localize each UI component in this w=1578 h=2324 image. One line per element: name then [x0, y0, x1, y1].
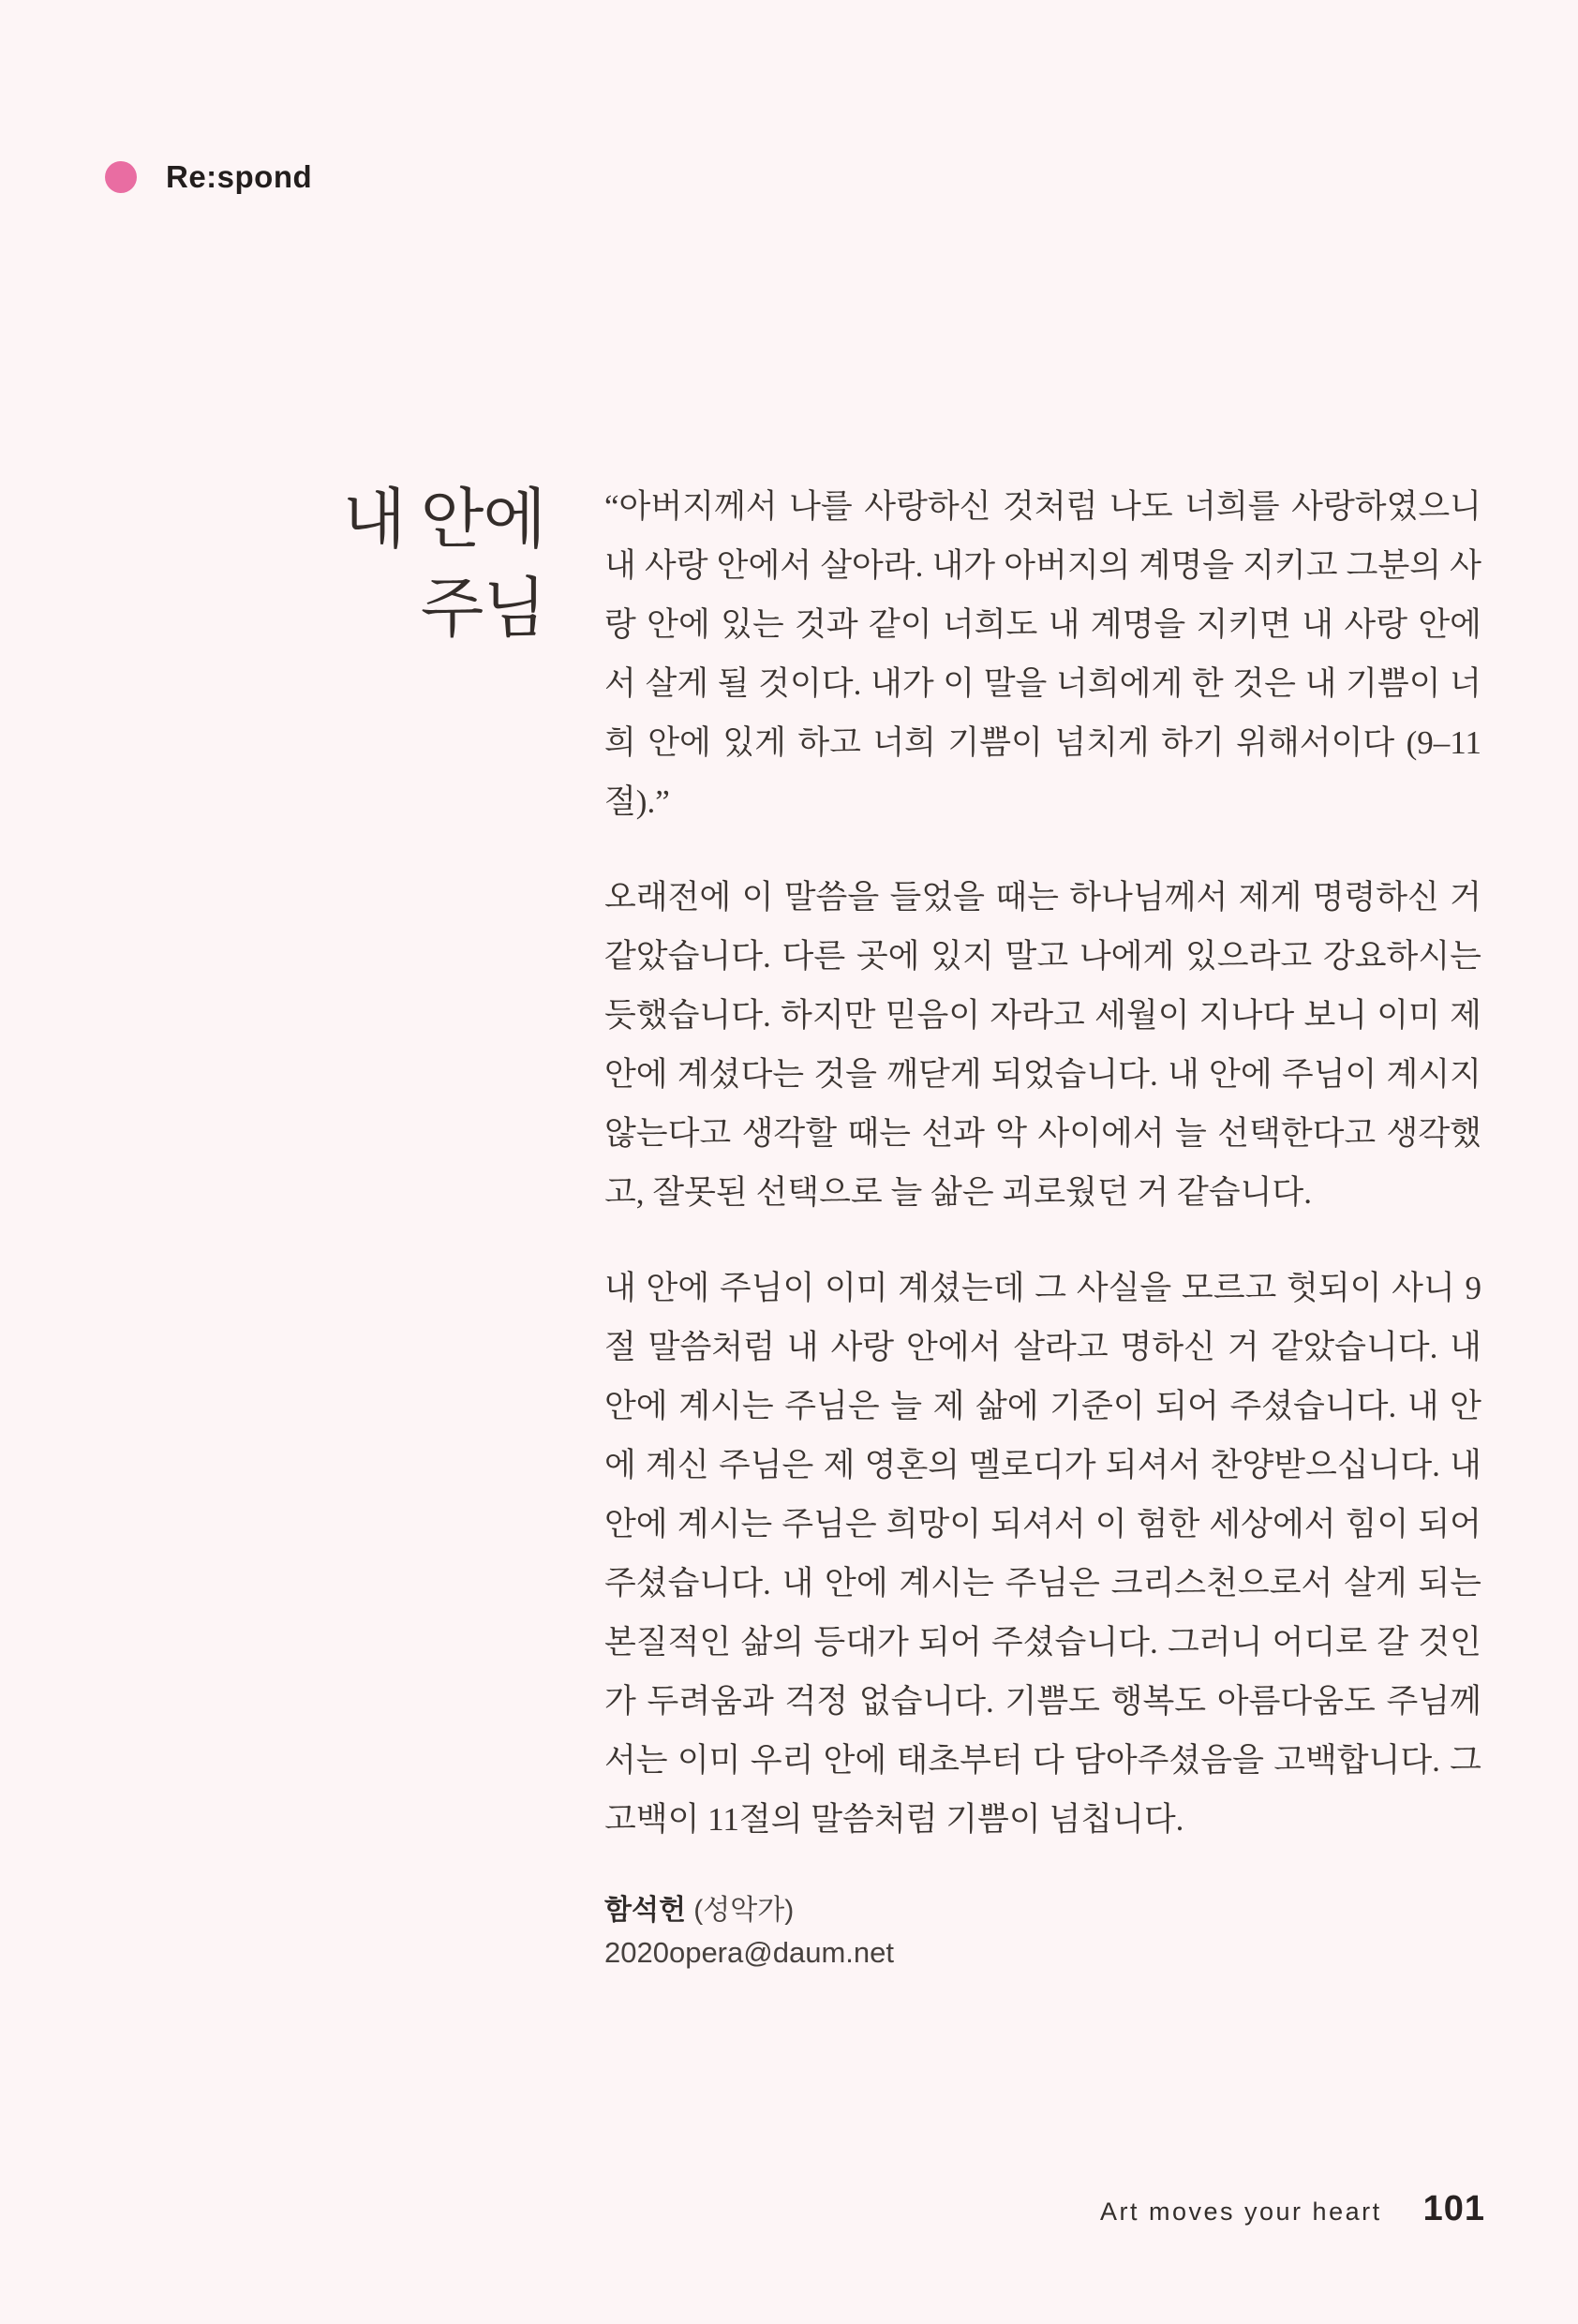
article-title	[343, 476, 545, 654]
body-paragraph-3: 내 안에 주님이 이미 계셨는데 그 사실을 모르고 헛되이 사니 9절 말씀처럼 내 사랑 안에서 살라고 명하신 거 같았습니다. 내 안에 계시는 주님은 늘 제 삶에 기준이 되어 주셨습니다. 내 안에 계신 주님은 제 영혼의 멜로디가 되셔서 찬양받으십니다. 내 안에 계시는 주님은 희망이 되셔서 이 험한 세상에서 힘이 되어 주셨습니다. 내 안에 계시는 주님은 크리스천으로서 살게 되는 본질적인 삶의 등대가 되어 주셨습니다. 그러니 어디로 갈 것인가 두려움과 걱정 없습니다. 기쁨도 행복도 아름다움도 주님께서는 이미 우리 안에 태초부터 다 담아주셨음을 고백합니다. 그 고백이 11절의 말씀처럼 기쁨이 넘칩니다.	[604, 1270, 1481, 1838]
author-role: (성악가)	[693, 1895, 795, 1926]
page-footer	[1100, 2189, 1485, 2229]
author-block	[604, 1886, 894, 1970]
author-name: 함석헌	[604, 1895, 686, 1926]
page-number: 101	[1422, 2189, 1485, 2228]
article-title-line-1: 내 안에	[342, 484, 545, 557]
author-line	[604, 1886, 894, 1928]
section-header	[105, 159, 312, 195]
article-title-line-2: 주님	[420, 574, 545, 646]
author-email: 2020opera@daum.net	[604, 1936, 894, 1969]
section-dot-icon	[105, 161, 137, 193]
footer-tagline: Art moves your heart	[1100, 2197, 1382, 2226]
article-body	[604, 477, 1481, 1885]
body-paragraph-2: 오래전에 이 말씀을 들었을 때는 하나님께서 제게 명령하신 거 같았습니다. 다른 곳에 있지 말고 나에게 있으라고 강요하시는듯했습니다. 하지만 믿음이 자라고 세월이 지나다 보니 이미 제 안에 계셨다는 것을 깨닫게 되었습니다. 내 안에 주님이 계시지 않는다고 생각할 때는 선과 악 사이에서 늘 선택한다고 생각했고, 잘못된 선택으로 늘 삶은 괴로웠던 거 같습니다.	[604, 879, 1481, 1211]
scripture-quote-paragraph: “아버지께서 나를 사랑하신 것처럼 나도 너희를 사랑하였으니 내 사랑 안에서 살아라. 내가 아버지의 계명을 지키고 그분의 사랑 안에 있는 것과 같이 너희도 내 계명을 지키면 내 사랑 안에서 살게 될 것이다. 내가 이 말을 너희에게 한 것은 내 기쁨이 너희 안에 있게 하고 너희 기쁨이 넘치게 하기 위해서이다 (9–11절).”	[604, 488, 1481, 820]
section-label: Re:spond	[166, 159, 313, 194]
